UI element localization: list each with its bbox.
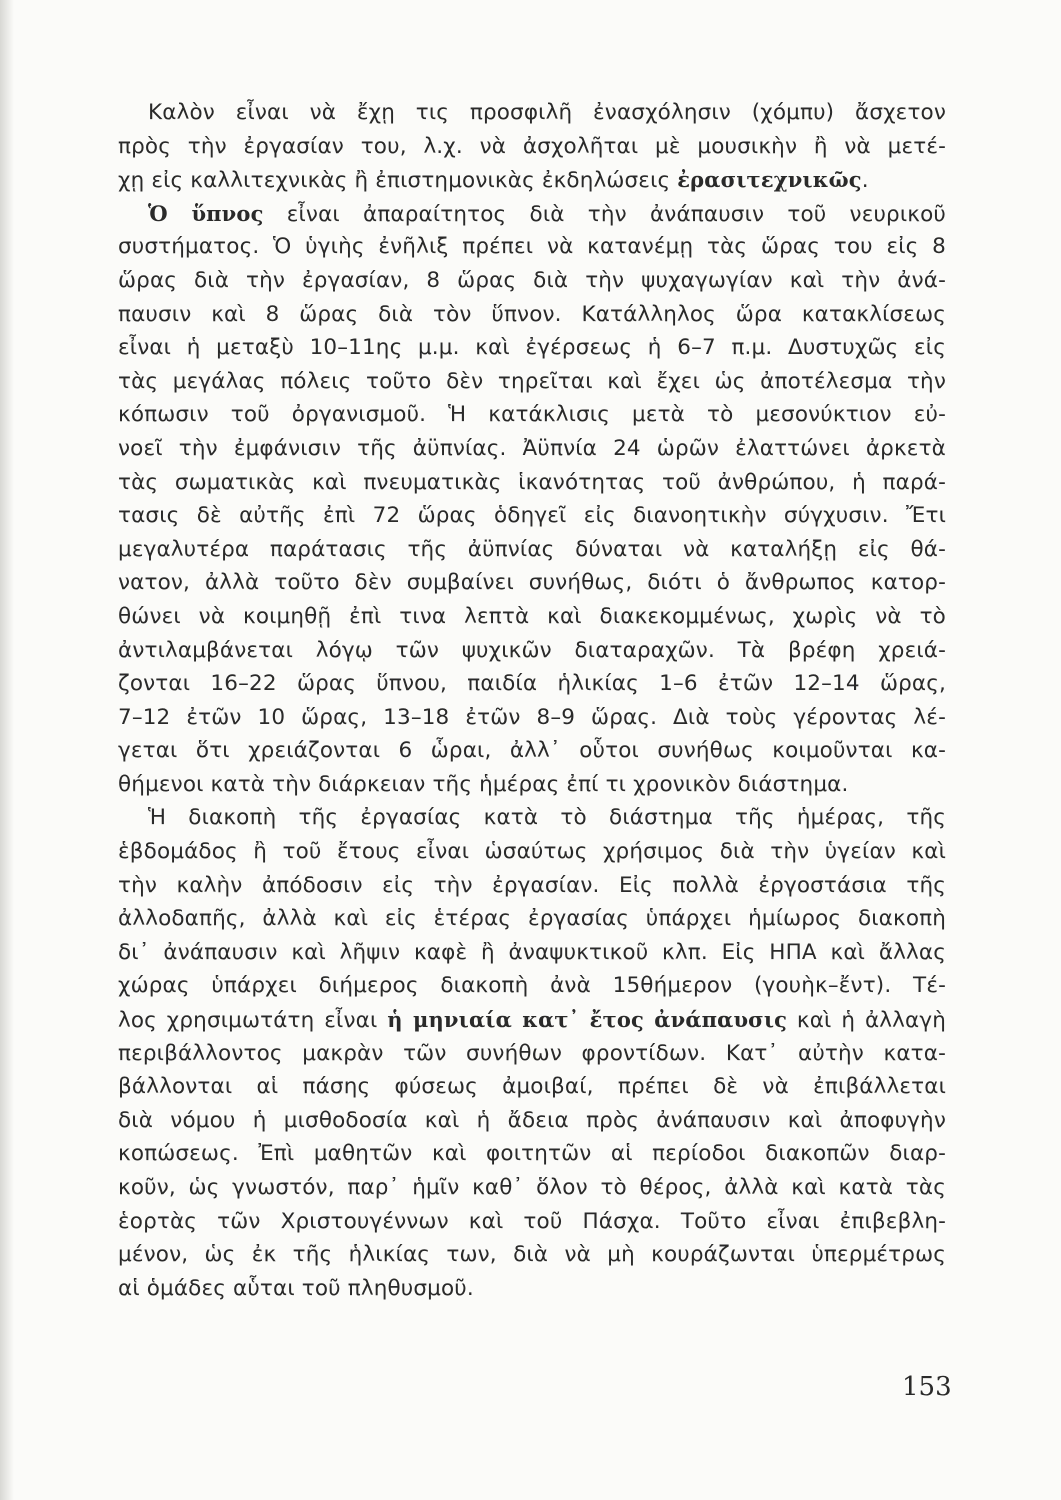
line-text: ἑορτὰς τῶν Χριστουγέννων καὶ τοῦ Πάσχα. Τοῦτο εἶναι ἐπιβεβλη-: [118, 1208, 946, 1234]
text-line: [118, 197, 946, 231]
line-text: ζονται 16–22 ὥρας ὕπνου, παιδία ἡλικίας 1–6 ἐτῶν 12–14 ὥρας,: [118, 671, 946, 697]
line-text: δι᾽ ἀνάπαυσιν καὶ λῆψιν καφὲ ἢ ἀναψυκτικοῦ κλπ. Εἰς ΗΠΑ καὶ ἄλλας: [118, 939, 946, 965]
line-text: .: [861, 168, 869, 194]
text-line: [118, 1104, 946, 1138]
text-line: [118, 1238, 946, 1272]
text-line: [118, 634, 946, 668]
line-text: νοεῖ τὴν ἐμφάνισιν τῆς ἀϋπνίας. Ἀϋπνία 24 ὡρῶν ἐλαττώνει ἀρκετὰ: [118, 435, 946, 461]
text-line: [118, 398, 946, 432]
line-text: τὰς σωματικὰς καὶ πνευματικὰς ἱκανότητας τοῦ ἀνθρώπου, ἡ παρά-: [118, 469, 946, 495]
line-text: χῃ εἰς καλλιτεχνικὰς ἢ ἐπιστημονικὰς ἐκδηλώσεις: [118, 168, 678, 194]
line-text: ἑβδομάδος ἢ τοῦ ἔτους εἶναι ὡσαύτως χρήσιμος διὰ τὴν ὑγείαν καὶ: [118, 839, 946, 865]
text-line: [118, 667, 946, 701]
text-line: [118, 1171, 946, 1205]
text-line: [118, 331, 946, 365]
text-line: [118, 533, 946, 567]
emphasis-text: ἐρασιτεχνικῶς: [677, 167, 862, 193]
line-text: νατον, ἀλλὰ τοῦτο δὲν συμβαίνει συνήθως, διότι ὁ ἄνθρωπος κατορ-: [118, 570, 946, 596]
line-text: ἀντιλαμβάνεται λόγῳ τῶν ψυχικῶν διαταραχῶν. Τὰ βρέφη χρειά-: [118, 637, 946, 663]
line-text: εἶναι ἡ μεταξὺ 10–11ης μ.μ. καὶ ἐγέρσεως ἡ 6–7 π.μ. Δυστυχῶς εἰς: [118, 335, 946, 361]
line-text: εἶναι ἀπαραίτητος διὰ τὴν ἀνάπαυσιν τοῦ νευρικοῦ: [263, 201, 946, 227]
line-text: μεγαλυτέρα παράτασις τῆς ἀϋπνίας δύναται νὰ καταλήξῃ εἰς θά-: [118, 536, 946, 562]
line-text: πρὸς τὴν ἐργασίαν του, λ.χ. νὰ ἀσχολῆται μὲ μουσικὴν ἢ νὰ μετέ-: [118, 133, 946, 159]
text-line: [118, 432, 946, 466]
text-line: [118, 701, 946, 735]
text-line: [118, 566, 946, 600]
text-line: [118, 869, 946, 903]
line-text: τασις δὲ αὐτῆς ἐπὶ 72 ὥρας ὁδηγεῖ εἰς διανοητικὴν σύγχυσιν. Ἔτι: [118, 503, 946, 529]
line-text: 7–12 ἐτῶν 10 ὥρας, 13–18 ἐτῶν 8–9 ὥρας. Διὰ τοὺς γέροντας λέ-: [118, 704, 946, 730]
line-text: ἀλλοδαπῆς, ἀλλὰ καὶ εἰς ἑτέρας ἐργασίας ὑπάρχει ἡμίωρος διακοπὴ: [118, 906, 946, 932]
line-text: θώνει νὰ κοιμηθῇ ἐπὶ τινα λεπτὰ καὶ διακεκομμένως, χωρὶς νὰ τὸ: [118, 603, 946, 629]
line-text: κοῦν, ὡς γνωστόν, παρ᾽ ἡμῖν καθ᾽ ὅλον τὸ θέρος, ἀλλὰ καὶ κατὰ τὰς: [118, 1175, 946, 1200]
text-line: [118, 264, 946, 298]
line-text: κοπώσεως. Ἐπὶ μαθητῶν καὶ φοιτητῶν αἱ περίοδοι διακοπῶν διαρ-: [118, 1141, 946, 1167]
line-text: θήμενοι κατὰ τὴν διάρκειαν τῆς ἡμέρας ἐπί τι χρονικὸν διάστημα.: [118, 771, 849, 797]
text-line: [118, 969, 946, 1003]
line-text: τὴν καλὴν ἀπόδοσιν εἰς τὴν ἐργασίαν. Εἰς πολλὰ ἐργοστάσια τῆς: [118, 872, 946, 898]
text-line: [118, 499, 946, 533]
text-line: [118, 801, 946, 835]
text-line: [118, 734, 946, 768]
line-text: ὥρας διὰ τὴν ἐργασίαν, 8 ὥρας διὰ τὴν ψυχαγωγίαν καὶ τὴν ἀνά-: [118, 267, 946, 293]
page-number: 153: [902, 1372, 952, 1402]
text-line: [118, 1070, 946, 1104]
text-line: [118, 230, 946, 264]
text-line: [118, 768, 946, 802]
line-text: μένον, ὡς ἐκ τῆς ἡλικίας των, διὰ νὰ μὴ κουράζωνται ὑπερμέτρως: [118, 1242, 946, 1268]
text-line: [118, 163, 946, 197]
line-text: τὰς μεγάλας πόλεις τοῦτο δὲν τηρεῖται καὶ ἔχει ὡς ἀποτέλεσμα τὴν: [118, 368, 946, 394]
emphasis-text: ἡ μηνιαία κατ᾽ ἔτος ἀνάπαυσις: [387, 1007, 788, 1033]
line-text: περιβάλλοντος μακρὰν τῶν συνήθων φροντίδων. Κατ᾽ αὐτὴν κατα-: [118, 1040, 946, 1066]
text-line: [118, 1272, 946, 1306]
line-text: λος χρησιμωτάτη εἶναι: [118, 1008, 388, 1034]
text-line: [118, 1137, 946, 1171]
body-text: [118, 96, 946, 1305]
text-line: [118, 835, 946, 869]
line-text: κόπωσιν τοῦ ὀργανισμοῦ. Ἡ κατάκλισις μετὰ τὸ μεσονύκτιον εὐ-: [118, 402, 946, 428]
text-line: [118, 298, 946, 332]
emphasis-text: Ὁ ὕπνος: [148, 200, 264, 226]
line-text: συστήματος. Ὁ ὑγιὴς ἐνῆλιξ πρέπει νὰ κατανέμῃ τὰς ὥρας του εἰς 8: [118, 234, 946, 260]
text-line: [118, 600, 946, 634]
line-text: διὰ νόμου ἡ μισθοδοσία καὶ ἡ ἄδεια πρὸς ἀνάπαυσιν καὶ ἀποφυγὴν: [118, 1107, 946, 1133]
line-text: Ἡ διακοπὴ τῆς ἐργασίας κατὰ τὸ διάστημα τῆς ἡμέρας, τῆς: [148, 805, 946, 831]
line-text: χώρας ὑπάρχει διήμερος διακοπὴ ἀνὰ 15θήμερον (γουὴκ–ἔντ). Τέ-: [118, 973, 946, 999]
text-line: [118, 130, 946, 164]
text-line: [118, 1205, 946, 1239]
line-text: αἱ ὁμάδες αὗται τοῦ πληθυσμοῦ.: [118, 1275, 474, 1301]
text-line: [118, 365, 946, 399]
line-text: Καλὸν εἶναι νὰ ἔχῃ τις προσφιλῆ ἐνασχόλησιν (χόμπυ) ἄσχετον: [148, 100, 946, 125]
text-line: [118, 1037, 946, 1071]
text-line: [118, 1003, 946, 1037]
text-line: [118, 96, 946, 130]
line-text: βάλλονται αἱ πάσης φύσεως ἀμοιβαί, πρέπει δὲ νὰ ἐπιβάλλεται: [118, 1074, 946, 1100]
text-line: [118, 936, 946, 970]
text-line: [118, 902, 946, 936]
line-text: παυσιν καὶ 8 ὥρας διὰ τὸν ὕπνον. Κατάλληλος ὥρα κατακλίσεως: [118, 301, 946, 327]
spine-shadow: [0, 0, 14, 1500]
line-text: καὶ ἡ ἀλλαγὴ: [787, 1008, 947, 1034]
text-line: [118, 466, 946, 500]
line-text: γεται ὅτι χρειάζονται 6 ὧραι, ἀλλ᾽ οὗτοι συνήθως κοιμοῦνται κα-: [118, 738, 946, 764]
